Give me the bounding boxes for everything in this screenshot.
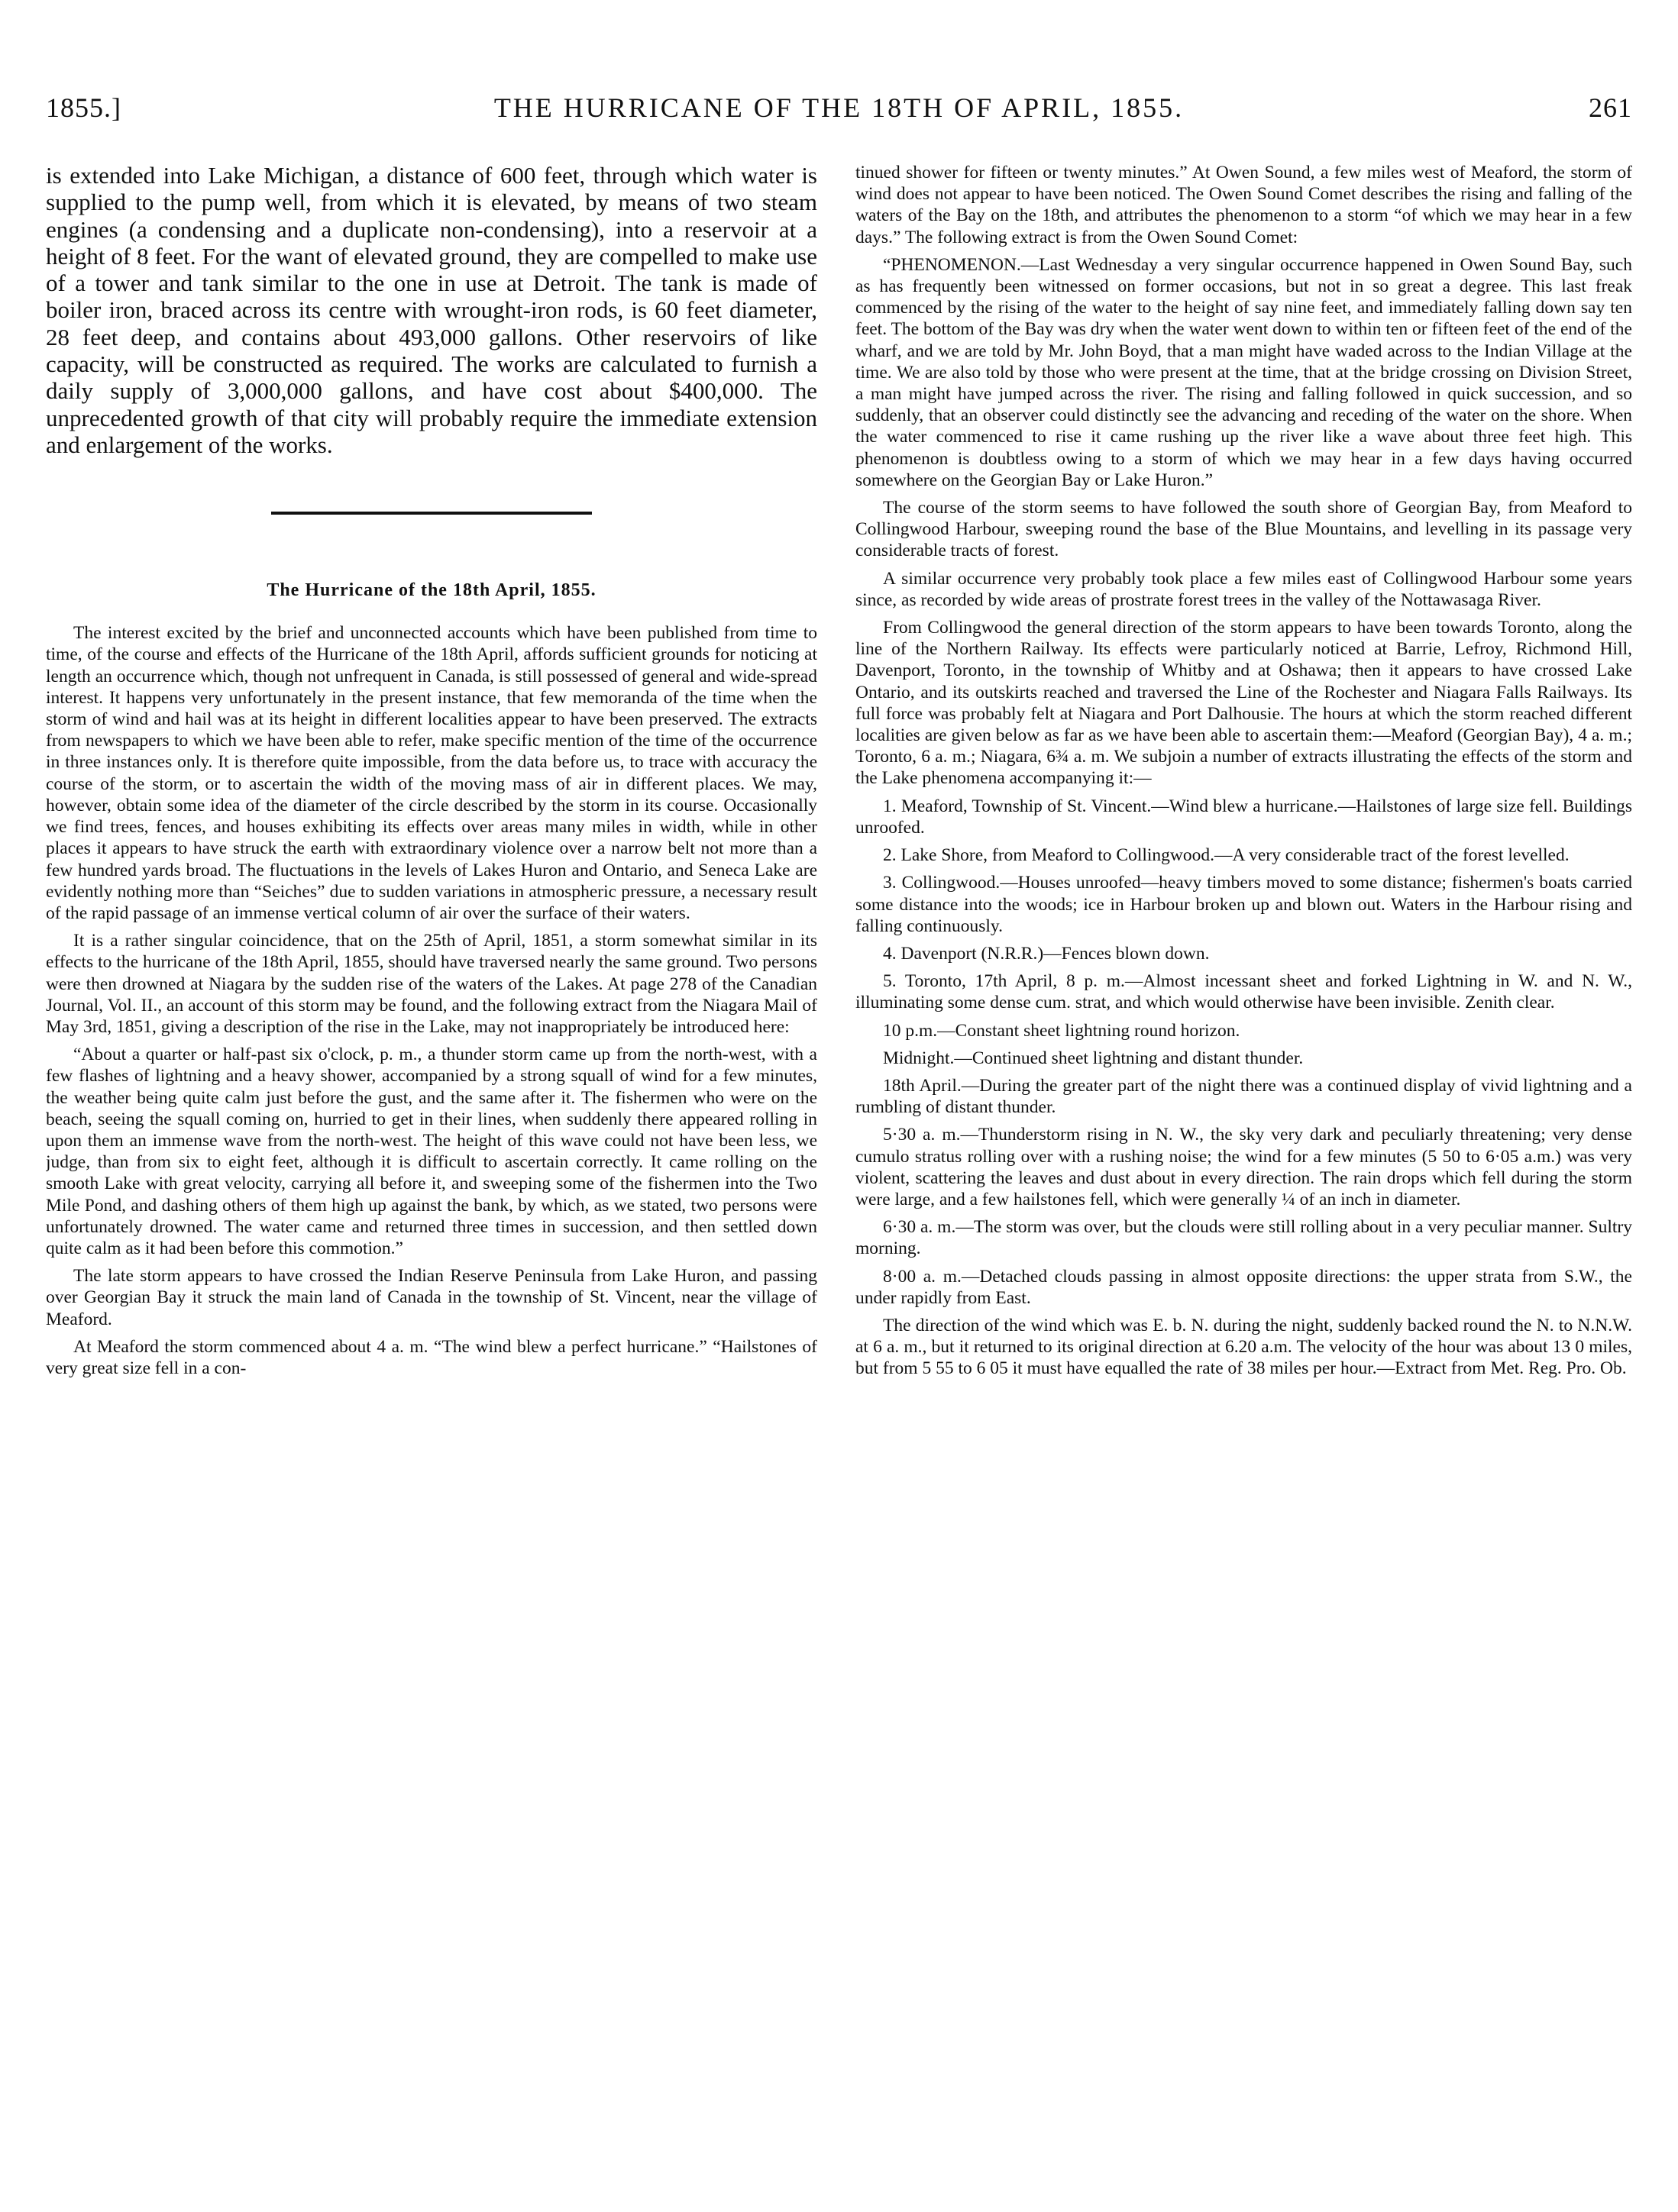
article-paragraph: At Meaford the storm commenced about 4 a. m. “The wind blew a perfect hurricane.” “Hailstones of very great size fell in a con- (46, 1336, 817, 1378)
article-paragraph: It is a rather singular coincidence, that on the 25th of April, 1851, a storm somewhat similar in its effects to the hurricane of the 18th April, 1855, should have traversed nearly the same ground. Two persons were then drowned at Niagara by the sudden rise of the waters of the Lakes. At page 278 of the Canadian Journal, Vol. II., an account of this storm may be found, and the following extract from the Niagara Mail of May 3rd, 1851, giving a description of the rise in the Lake, may not inappropriately be introduced here: (46, 931, 817, 1037)
list-item: 3. Collingwood.—Houses unroofed—heavy timbers moved to some distance; fishermen's boats carried some distance into the woods; ice in Harbour broken up and blown out. Waters in the Harbour rising and falling continuously. (855, 873, 1632, 936)
list-item: 6·30 a. m.—The storm was over, but the clouds were still rolling about in a very peculiar manner. Sultry morning. (855, 1217, 1632, 1259)
quoted-extract: “About a quarter or half-past six o'clock, p. m., a thunder storm came up from the north-west, with a few flashes of lightning and a heavy shower, accompanied by a strong squall of wind for a few minutes, the weather being quite calm just before the gust, and the same after it. The fishermen who were on the beach, seeing the squall coming on, hurried to get in their lines, when suddenly there appeared rolling in upon them an immense wave from the north-west. The height of this wave could not have been less, we judge, than from six to eight feet, although it is difficult to ascertain correctly. It came rolling on the smooth Lake with great velocity, carrying all before it, and sweeping some of the fishermen into the Two Mile Pond, and dashing others of them high up against the bank, by which, as we stated, two persons were unfortunately drowned. The water came and returned three times in succession, and then settled down quite calm as it had been before this commotion.” (46, 1045, 817, 1258)
list-item: 18th April.—During the greater part of the night there was a continued display of vivid lightning and a rumbling of distant thunder. (855, 1075, 1632, 1118)
extract-list (855, 796, 1632, 1380)
article-paragraph: From Collingwood the general direction of the storm appears to have been towards Toronto, along the line of the Northern Railway. Its effects were particularly noticed at Barrie, Lefroy, Richmond Hill, Davenport, Toronto, in the township of Whitby and at Oshawa; then it appears to have crossed Lake Ontario, and its outskirts reached and traversed the Line of the Rochester and Niagara Falls Railways. Its full force was probably felt at Niagara and Port Dalhousie. The hours at which the storm reached different localities are given below as far as we have been able to ascertain them:—Meaford (Georgian Bay), 4 a. m.; Toronto, 6 a. m.; Niagara, 6¾ a. m. We subjoin a number of extracts illustrating the effects of the storm and the Lake phenomena accompanying it:— (855, 618, 1632, 789)
list-item: Midnight.—Continued sheet lightning and distant thunder. (883, 1048, 1304, 1068)
article-paragraph: The course of the storm seems to have followed the south shore of Georgian Bay, from Meaford to Collingwood Harbour, sweeping round the base of the Blue Mountains, and levelling in its passage very considerable tracts of forest. (855, 498, 1632, 561)
list-item: 2. Lake Shore, from Meaford to Collingwood.—A very considerable tract of the forest levelled. (883, 845, 1570, 866)
article-paragraph: The late storm appears to have crossed the Indian Reserve Peninsula from Lake Huron, and passing over Georgian Bay it struck the main land of Canada in the township of St. Vincent, near the village of Meaford. (46, 1266, 817, 1329)
continued-paragraph: is extended into Lake Michigan, a distance of 600 feet, through which water is supplied to the pump well, from which it is elevated, by means of two steam engines (a condensing and a duplicate non-condensing), into a reservoir at a height of 8 feet. For the want of elevated ground, they are compelled to make use of a tower and tank similar to the one in use at Detroit. The tank is made of boiler iron, braced across its centre with wrought-iron rods, is 60 feet diameter, 28 feet deep, and contains about 493,000 gallons. Other reservoirs of like capacity, will be constructed as required. The works are calculated to furnish a daily supply of 3,000,000 gallons, and have cost about $400,000. The unprecedented growth of that city will probably require the immediate extension and enlargement of the works. (46, 162, 817, 458)
list-item: The direction of the wind which was E. b. N. during the night, suddenly backed round the N. to N.N.W. at 6 a. m., but it returned to its original direction at 6.20 a.m. The velocity of the hour was about 13 0 miles, but from 5 55 to 6 05 it must have equalled the rate of 38 miles per hour.—Extract from Met. Reg. Pro. Ob. (855, 1315, 1632, 1379)
section-divider (271, 512, 592, 515)
right-column (855, 162, 1632, 2178)
header-title: THE HURRICANE OF THE 18TH OF APRIL, 1855. (493, 92, 1185, 123)
list-item: 5·30 a. m.—Thunderstorm rising in N. W., the sky very dark and peculiarly threatening; very dense cumulo stratus rolling over with a rushing noise; the wind for a few minutes (5 50 to 6·05 a.m.) was very violent, scattering the leaves and dust about in every direction. The rain drops which fell during the storm were large, and a few hailstones fell, which were generally ¼ of an inch in diameter. (855, 1125, 1632, 1209)
article-paragraph: A similar occurrence very probably took place a few miles east of Collingwood Harbour some years since, as recorded by wide areas of prostrate forest trees in the valley of the Nottawasaga River. (855, 568, 1632, 610)
header-year: 1855.] (46, 92, 121, 123)
article-title: The Hurricane of the 18th April, 1855. (267, 580, 597, 601)
article-paragraph: The interest excited by the brief and unconnected accounts which have been published from time to time, of the course and effects of the Hurricane of the 18th April, affords sufficient grounds for noticing at length an occurrence which, though not unfrequent in Canada, is still possessed of general and wide-spread interest. It happens very unfortunately in the present instance, that few memoranda of the time when the storm of wind and hail was at its height in different localities appear to have been preserved. The extracts from newspapers to which we have been able to refer, make specific mention of the time of the occurrence in three instances only. It is therefore quite impossible, from the data before us, to trace with accuracy the course of the storm, or to ascertain the width of the moving mass of air in different places. We may, however, obtain some idea of the diameter of the circle described by the storm in its course. Occasionally we find trees, fences, and houses exhibiting its effects over areas many miles in width, while in other places it appears to have struck the earth with extraordinary violence over a narrow belt not more than a few hundred yards broad. The fluctuations in the levels of Lakes Huron and Ontario, and Seneca Lake are evidently nothing more than “Seiches” due to sudden variations in atmospheric pressure, a necessary result of the rapid passage of an immense vertical column of air over the surface of their waters. (46, 623, 817, 923)
list-item: 8·00 a. m.—Detached clouds passing in almost opposite directions: the upper strata from S.W., the under rapidly from East. (855, 1266, 1632, 1308)
list-item: 5. Toronto, 17th April, 8 p. m.—Almost incessant sheet and forked Lightning in W. and N. W., illuminating some dense cum. strat, and which would otherwise have been invisible. Zenith clear. (855, 971, 1632, 1013)
list-item: 10 p.m.—Constant sheet lightning round horizon. (883, 1020, 1240, 1041)
running-header (46, 92, 1632, 145)
left-column (46, 162, 817, 2178)
article-paragraph: tinued shower for fifteen or twenty minutes.” At Owen Sound, a few miles west of Meaford, the storm of wind does not appear to have been noticed. The Owen Sound Comet describes the rising and falling of the waters of the Bay on the 18th, and attributes the phenomenon to a storm “of which we may hear in a few days.” The following extract is from the Owen Sound Comet: (855, 163, 1632, 247)
page-number: 261 (1589, 92, 1632, 123)
list-item: 4. Davenport (N.R.R.)—Fences blown down. (883, 943, 1210, 964)
list-item: 1. Meaford, Township of St. Vincent.—Wind blew a hurricane.—Hailstones of large size fell. Buildings unroofed. (855, 796, 1632, 838)
journal-page (46, 92, 1632, 2168)
quoted-extract: “PHENOMENON.—Last Wednesday a very singular occurrence happened in Owen Sound Bay, such as has frequently been witnessed on former occasions, but not in so great a degree. This last freak commenced by the rising of the water to the height of say nine feet, and immediately falling down say ten feet. The bottom of the Bay was dry when the water went down to within ten or fifteen feet of the end of the wharf, and we are told by Mr. John Boyd, that a man might have waded across to the Indian Village at the time. We are also told by those who were present at the time, that at the bridge crossing on Division Street, a man might have jumped across the river. The rising and falling followed in quick succession, and so suddenly, that an observer could distinctly see the advancing and receding of the water on the shore. When the water commenced to rise it came rushing up the river like a wave about three feet high. This phenomenon is doubtless owing to a storm of which we may hear in a few days having occurred somewhere on the Georgian Bay or Lake Huron.” (855, 254, 1632, 490)
